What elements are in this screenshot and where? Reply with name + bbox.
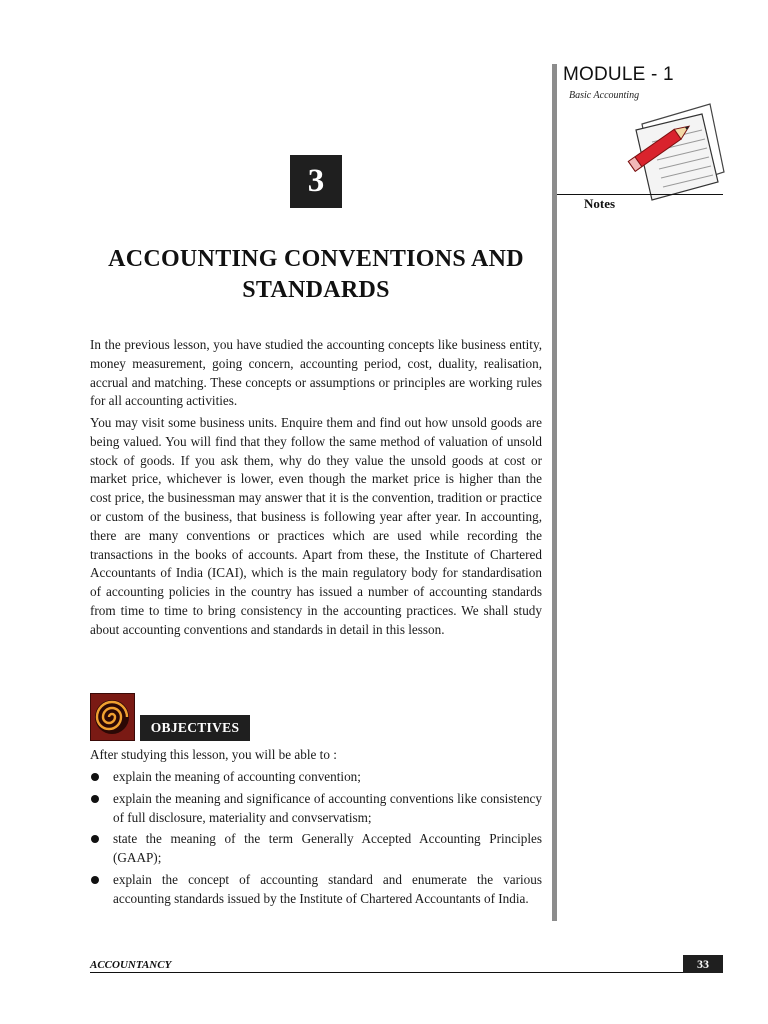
footer-subject: ACCOUNTANCY [90,959,172,971]
list-item: explain the meaning and significance of accounting conventions like consistency of full disclosure, materiality and convservatism; [90,790,542,828]
objectives-spiral-icon [90,693,135,741]
page-number: 33 [683,955,723,973]
bullet-icon [91,835,99,843]
objectives-list [90,768,542,912]
list-item: explain the meaning of accounting convention; [90,768,542,787]
context-paragraph: You may visit some business units. Enquire them and find out how unsold goods are being valued. You will find that they follow the same method of valuation of unsold stock of goods. If you ask them, why do they value the unsold goods at cost or market price, whichever is lower, even though the market price is higher than the cost price, the businessman may answer that it is the convention, tradition or practice or custom of the business, that business is following year after year. In accounting, there are many conventions or practices which are used while recording the transactions in the books of accounts. Apart from these, the Institute of Chartered Accountants of India (ICAI), which is the main regulatory body for standardisation of accounting policies in the country has issued a number of accounting standards from time to time to bring consistency in the accounting practices. We shall study about accounting conventions and standards in detail in this lesson. [90,415,542,637]
bullet-icon [91,876,99,884]
notepad-pencil-icon [622,102,726,208]
footer-divider [90,972,723,973]
module-title: MODULE - 1 [563,64,674,85]
objectives-intro: After studying this lesson, you will be able to : [90,747,337,762]
objectives-label: OBJECTIVES [140,715,250,741]
chapter-title: ACCOUNTING CONVENTIONS AND STANDARDS [108,246,524,303]
chapter-number: 3 [290,155,342,208]
list-item: state the meaning of the term Generally Accepted Accounting Principles (GAAP); [90,830,542,868]
bullet-icon [91,795,99,803]
margin-divider [552,64,557,921]
notes-divider [557,194,723,195]
list-item: explain the concept of accounting standard and enumerate the various accounting standards issued by the Institute of Chartered Accountants of India. [90,871,542,909]
module-subtitle: Basic Accounting [569,90,640,101]
intro-paragraph: In the previous lesson, you have studied the accounting concepts like business entity, money measurement, going concern, accounting period, cost, duality, realisation, accrual and matching. These concepts or assumptions or principles are working rules for all accounting activities. [90,337,542,409]
bullet-icon [91,773,99,781]
notes-label: Notes [584,196,616,211]
